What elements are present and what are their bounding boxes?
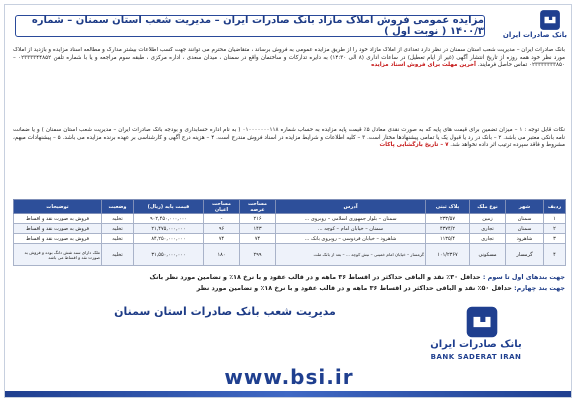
table-header-cell: شهر bbox=[506, 200, 544, 214]
table-row bbox=[14, 224, 566, 234]
intro-highlight: آخرین مهلت برای فروش اسناد مزایده bbox=[371, 62, 476, 69]
table-cell: ۲۹۹ bbox=[240, 244, 276, 266]
intro-text: بانک صادرات ایران – مدیریت شعب استان سمنان در نظر دارد تعدادی از املاک مازاد خود را از طریق مزایده عمومی به فروش برساند ، متقاضیان محترم می توانند جهت کسب اطلاعات بیشتر مدارک و مطالعه اسناد مزایده و بازدید از املاک مورد نظر خود همه روزه از تاریخ انتشار آگهی (غیر از ایام تعطیل) در ساعات اداری (۸ الی ۱۴:۳۰) به دایره تدارکات و ساختمان واقع در سمنان ، میدان سعدی ، اداره مرکزی ، طبقه سوم مراجعه و یا با شماره تلفن ۰۲۳۳۳۳۴۴۸۵۲ – ۰۲۳۳۳۳۳۳۳۸۵۰ تماس حاصل فرمایند. bbox=[13, 47, 565, 69]
table-cell: ۹۶ bbox=[204, 224, 240, 234]
table-cell: شاهرود bbox=[506, 234, 544, 244]
table-header-cell: پلاک ثبتی bbox=[426, 200, 470, 214]
table-row bbox=[14, 214, 566, 224]
table-cell: ۴ bbox=[544, 244, 566, 266]
table-cell: سمنان bbox=[506, 224, 544, 234]
table-cell: تخلیه bbox=[102, 214, 134, 224]
table-cell: ۱۴۳ bbox=[240, 224, 276, 234]
table-cell: گرمسار – خیابان امام خمینی – نبش کوچه ... – بعد از بانک ملت bbox=[276, 244, 426, 266]
table-cell: ۳ bbox=[544, 234, 566, 244]
bank-logo-footer bbox=[401, 305, 551, 365]
table-cell: ۳۱,۵۵۰,۰۰۰,۰۰۰ bbox=[134, 244, 204, 266]
bank-saderat-logo-icon bbox=[539, 9, 561, 31]
bank-saderat-logo-icon bbox=[465, 305, 499, 339]
table-header-cell: مساحت عرصه bbox=[240, 200, 276, 214]
table-cell: مسکونی bbox=[470, 244, 506, 266]
table-row bbox=[14, 234, 566, 244]
payment-label-1: جهت بندهای اول تا سوم : bbox=[482, 273, 565, 281]
table-cell: ۴۳۷۴/۲ bbox=[426, 224, 470, 234]
table-cell: سمنان – بلوار جمهوری اسلامی – روبروی ... bbox=[276, 214, 426, 224]
table-cell: سمنان bbox=[506, 214, 544, 224]
table-cell: ۱۱۳۵/۴ bbox=[426, 234, 470, 244]
table-cell: ۲ bbox=[544, 224, 566, 234]
website-link[interactable]: www.bsi.ir bbox=[224, 365, 354, 389]
table-row bbox=[14, 244, 566, 266]
bank-name-top: بانک صادرات ایران bbox=[502, 31, 567, 39]
table-cell: گرمسار bbox=[506, 244, 544, 266]
table-cell: ۷۴ bbox=[240, 234, 276, 244]
header bbox=[11, 9, 567, 45]
table-header-cell: نوع ملک bbox=[470, 200, 506, 214]
table-header-cell: توضیحات bbox=[14, 200, 102, 214]
table-cell: تخلیه bbox=[102, 244, 134, 266]
table-cell: ۲۳۳/۵۷ bbox=[426, 214, 470, 224]
bank-name-en: BANK SADERAT IRAN bbox=[430, 353, 522, 361]
table-cell: ۱ bbox=[544, 214, 566, 224]
table-cell: ۹۰۲,۴۵۰,۰۰۰,۰۰۰ bbox=[134, 214, 204, 224]
notes-text: نکات قابل توجه : ۱ – میزان تضمین برای قیمت های پایه که به صورت نقدی معادل ۵٪ قیمت پایه مزایده به حساب شماره ۰۱۰۰۰۰۰۰۰۱۱۸ ( به نام اداره حسابداری و بودجه بانک صادرات ایران – مدیریت شعب استان سمنان ) و یا ضمانت نامه بانکی معتبر می باشد. ۲ – بانک در رد یا قبول یک یا تمامی پیشنهادها مختار است. ۳ – کلیه اطلاعات و شرایط مزایده در اسناد فروش مندرج است. ۴ – هزینه درج آگهی و کارشناسی بر عهده برنده مزایده می باشد. ۵ – پیشنهادات مبهم، مشروط و فاقد سپرده ترتیب اثر داده نخواهد شد. bbox=[13, 127, 565, 149]
intro-paragraph bbox=[13, 47, 565, 125]
table-cell: فروش به صورت نقد و اقساط bbox=[14, 234, 102, 244]
table-cell: تخلیه bbox=[102, 234, 134, 244]
bank-logo-top bbox=[497, 9, 567, 43]
table-cell: تجاری bbox=[470, 234, 506, 244]
table-cell: ۱۸۰ bbox=[204, 244, 240, 266]
table-cell: تخلیه bbox=[102, 224, 134, 234]
properties-table bbox=[13, 199, 566, 266]
table-cell: سمنان – خیابان امام – کوچه ... bbox=[276, 224, 426, 234]
table-cell: فروش به صورت نقد و اقساط bbox=[14, 224, 102, 234]
page-title: مزایده عمومی فروش املاک مازاد بانک صادرات ایران – مدیریت شعب استان سمنان – شماره ۱۴۰۰/۳ ( نوبت اول ) bbox=[31, 15, 484, 37]
table-header-cell: مساحت اعیان bbox=[204, 200, 240, 214]
table-cell: زمین bbox=[470, 214, 506, 224]
table-header-cell: آدرس bbox=[276, 200, 426, 214]
table-cell: ۸۴,۲۵۰,۰۰۰,۰۰۰ bbox=[134, 234, 204, 244]
payment-terms-1 bbox=[13, 273, 565, 281]
table-cell: ملک دارای سند شش دانگ بوده و فروش به صورت نقد و اقساط می باشد bbox=[14, 244, 102, 266]
payment-text-2: حداقل ۵۰٪ نقد و الباقی حداکثر در اقساط ۳۶ ماهه و در قالب عقود و با نرخ ۱۸٪ و تضامین مورد نظر bbox=[196, 284, 512, 292]
payment-terms-2 bbox=[13, 284, 565, 292]
table-cell: فروش به صورت نقد و اقساط bbox=[14, 214, 102, 224]
table-header-cell: ردیف bbox=[544, 200, 566, 214]
table-cell: ۱۰۱/۲۳۶۷ bbox=[426, 244, 470, 266]
notes-paragraph bbox=[13, 127, 565, 197]
payment-text-1: حداقل ۳۰٪ نقد و الباقی حداکثر در اقساط ۳۶ ماهه و در قالب عقود و با نرخ ۱۸٪ و تضامین مورد نظر بانک bbox=[149, 273, 481, 281]
table-header-cell: قیمت پایه (ریال) bbox=[134, 200, 204, 214]
table-cell: ۷۴ bbox=[204, 234, 240, 244]
table-cell: - bbox=[204, 214, 240, 224]
table-cell: ۲۱,۴۷۵,۰۰۰,۰۰۰ bbox=[134, 224, 204, 234]
management-title: مدیریت شعب بانک صادرات استان سمنان bbox=[114, 305, 336, 318]
payment-label-2: جهت بند چهارم: bbox=[514, 284, 565, 292]
advertisement-page bbox=[4, 4, 572, 398]
table-cell: ۲۱۶ bbox=[240, 214, 276, 224]
table-header-row bbox=[14, 200, 566, 214]
page-title-box bbox=[15, 15, 485, 37]
table-cell: شاهرود – خیابان فردوسی – روبروی بانک ... bbox=[276, 234, 426, 244]
footer-band bbox=[5, 391, 571, 397]
notes-highlight: ۷ – تاریخ بازگشایی پاکات bbox=[379, 142, 449, 149]
table-header-cell: وضعیت bbox=[102, 200, 134, 214]
bank-name-fa: بانک صادرات ایران bbox=[430, 339, 522, 350]
table-cell: تجاری bbox=[470, 224, 506, 234]
